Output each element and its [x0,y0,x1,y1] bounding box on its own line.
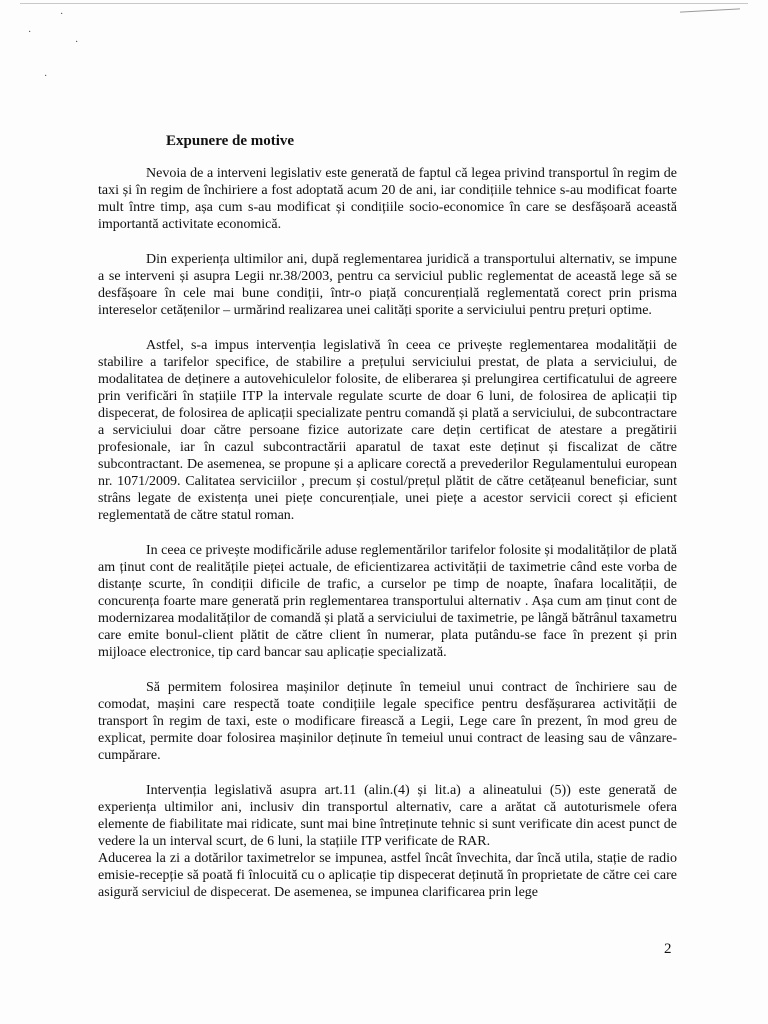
scan-speck: · [44,71,48,82]
paragraph: In ceea ce privește modificările aduse reglementărilor tarifelor folosite și modalităților de plată am ținut cont de realitățile pieței actuale, de eficientizarea activității de taximetrie când este vorba de distanțe scurte, în condiții dificile de trafic, a curselor pe timp de noapte, înafara localității, de concurența foarte mare generată prin reglementarea transportului alternativ . Așa cum am ținut cont de modernizarea modalităților de comandă și plată a serviciului de taximetrie, pe lângă bătrânul taxametru care emite bonul-client plătit de către client în numerar, plata putându-se face în prezent și prin mijloace electronice, tip card bancar sau aplicație specializată. [98,543,677,660]
paragraph: Nevoia de a interveni legislativ este generată de faptul că legea privind transportul în regim de taxi și în regim de închiriere a fost adoptată acum 20 de ani, iar condițiile tehnice s-au modificat foarte mult între timp, așa cum s-au modificat și condițiile socio-economice în care se desfășoară această importantă activitate economică. [98,166,677,232]
scan-edge-line [20,3,748,4]
scan-speck: · [60,9,64,20]
scan-edge-line [680,8,740,12]
page-number: 2 [664,941,672,957]
paragraph: Aducerea la zi a dotărilor taximetrelor se impunea, astfel încât învechita, dar încă utila, stație de radio emisie-recepție să poată fi înlocuită cu o aplicație tip dispecerat deținută în proprietate de către cei care asigură serviciul de dispecerat. De asemenea, se impunea clarificarea prin lege [98,851,677,900]
paragraph: Intervenția legislativă asupra art.11 (alin.(4) și lit.a) a alineatului (5)) este generată de experiența ultimilor ani, inclusiv din transportul alternativ, care a arătat că autoturismele ofera elemente de fiabilitate mai ridicate, sunt mai bine întreținute tehnic si sunt verificate din acest punct de vedere la un interval scurt, de 6 luni, la stațiile ITP verificate de RAR. [98,783,677,849]
scan-speck: · [28,27,32,38]
paragraph: Să permitem folosirea mașinilor deținute în temeiul unui contract de închiriere sau de comodat, mașini care respectă toate condițiile legale specifice pentru desfășurarea activității de transport în regim de taxi, este o modificare firească a Legii, Lege care în prezent, în mod greu de explicat, permite doar folosirea mașinilor deținute în temeiul unui contract de leasing sau de vânzare-cumpărare. [98,680,677,763]
scan-speck: · [75,37,79,48]
paragraph: Din experiența ultimilor ani, după reglementarea juridică a transportului alternativ, se impune a se interveni și asupra Legii nr.38/2003, pentru ca serviciul public reglementat de această lege să se desfășoare în cele mai bune condiții, într-o piață concurențială reglementată corect prin prisma intereselor cetățenilor – urmărind realizarea unei calități sporite a serviciului pentru prețuri optime. [98,252,677,318]
document-body [98,165,677,901]
paragraph: Astfel, s-a impus intervenția legislativă în ceea ce privește reglementarea modalității de stabilire a tarifelor specifice, de stabilire a prețului serviciului prestat, de plata a serviciului, de modalitatea de deținere a autovehiculelor folosite, de eliberarea și prelungirea certificatului de agreere prin verificări în stațiile ITP la intervale regulate scurte de doar 6 luni, de folosirea de aplicații tip dispecerat, de folosirea de aplicații specializate pentru comandă și plată a serviciului, de subcontractare a serviciului doar către persoane fizice autorizate care dețin certificat de atestare a pregătirii profesionale, iar în cazul subcontractării aparatul de taxat este deținut și fiscalizat de către subcontractant. De asemenea, se propune și a aplicare corectă a prevederilor Regulamentului european nr. 1071/2009. Calitatea serviciilor , precum și costul/prețul plătit de către cetățeanul beneficiar, sunt strâns legate de existența unei piețe concurențiale, unei piețe a acestor servicii corect și eficient reglementată de către statul roman. [98,338,677,523]
document-title: Expunere de motive [166,133,295,149]
